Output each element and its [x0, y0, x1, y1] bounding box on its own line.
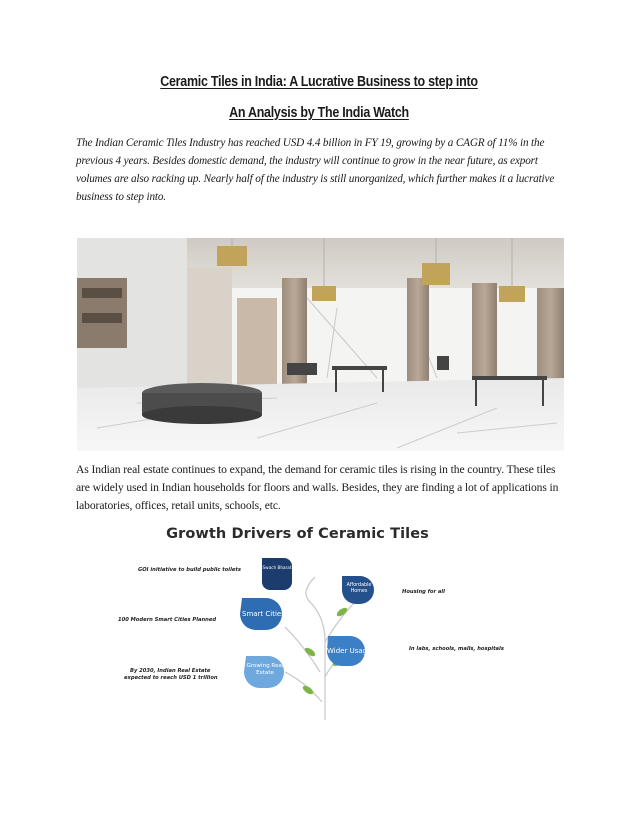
- infographic-title: Growth Drivers of Ceramic Tiles: [166, 526, 429, 542]
- label-smart-cities: 100 Modern Smart Cities Planned: [118, 617, 217, 623]
- bubble-wider-usage-label: Wider Usage: [327, 647, 372, 655]
- label-real-estate-line1: By 2030, Indian Real Estate: [130, 668, 211, 674]
- bubble-swachh: [262, 558, 292, 590]
- infographic-graphic: [110, 522, 485, 727]
- bubble-growing-re-label: Growing Real Estate: [246, 663, 284, 676]
- document-title: Ceramic Tiles in India: A Lucrative Business to step into: [160, 74, 478, 90]
- bubble-affordable-label: Affordable Homes: [346, 583, 372, 594]
- intro-paragraph: The Indian Ceramic Tiles Industry has reached USD 4.4 billion in FY 19, growing by a CAGR of 11% in the previous 4 years. Besides domestic demand, the industry will continue to grow in the near future, as export volumes are also racking up. Nearly half of the industry is still unorganized, which further makes it a lucrative business to step into.: [76, 137, 555, 203]
- document-subtitle: An Analysis by The India Watch: [229, 105, 409, 121]
- body-paragraph: As Indian real estate continues to expand, the demand for ceramic tiles is rising in the country. These tiles are widely used in Indian households for floors and walls. Besides, they are finding a lot of applications in laboratories, offices, retail units, schools, etc.: [76, 463, 559, 512]
- bubble-smart-cities-label: Smart Cities: [242, 610, 285, 618]
- bubble-swachh-label: Swach Bharat: [262, 565, 292, 570]
- label-goi: GOI initiative to build public toilets: [138, 567, 241, 573]
- label-labs: In labs, schools, malls, hospitals: [409, 646, 504, 652]
- label-real-estate-line2: expected to reach USD 1 trillion: [124, 675, 218, 681]
- showroom-photo: [77, 238, 564, 451]
- label-housing: Housing for all: [402, 589, 445, 595]
- growth-drivers-infographic: [110, 522, 504, 727]
